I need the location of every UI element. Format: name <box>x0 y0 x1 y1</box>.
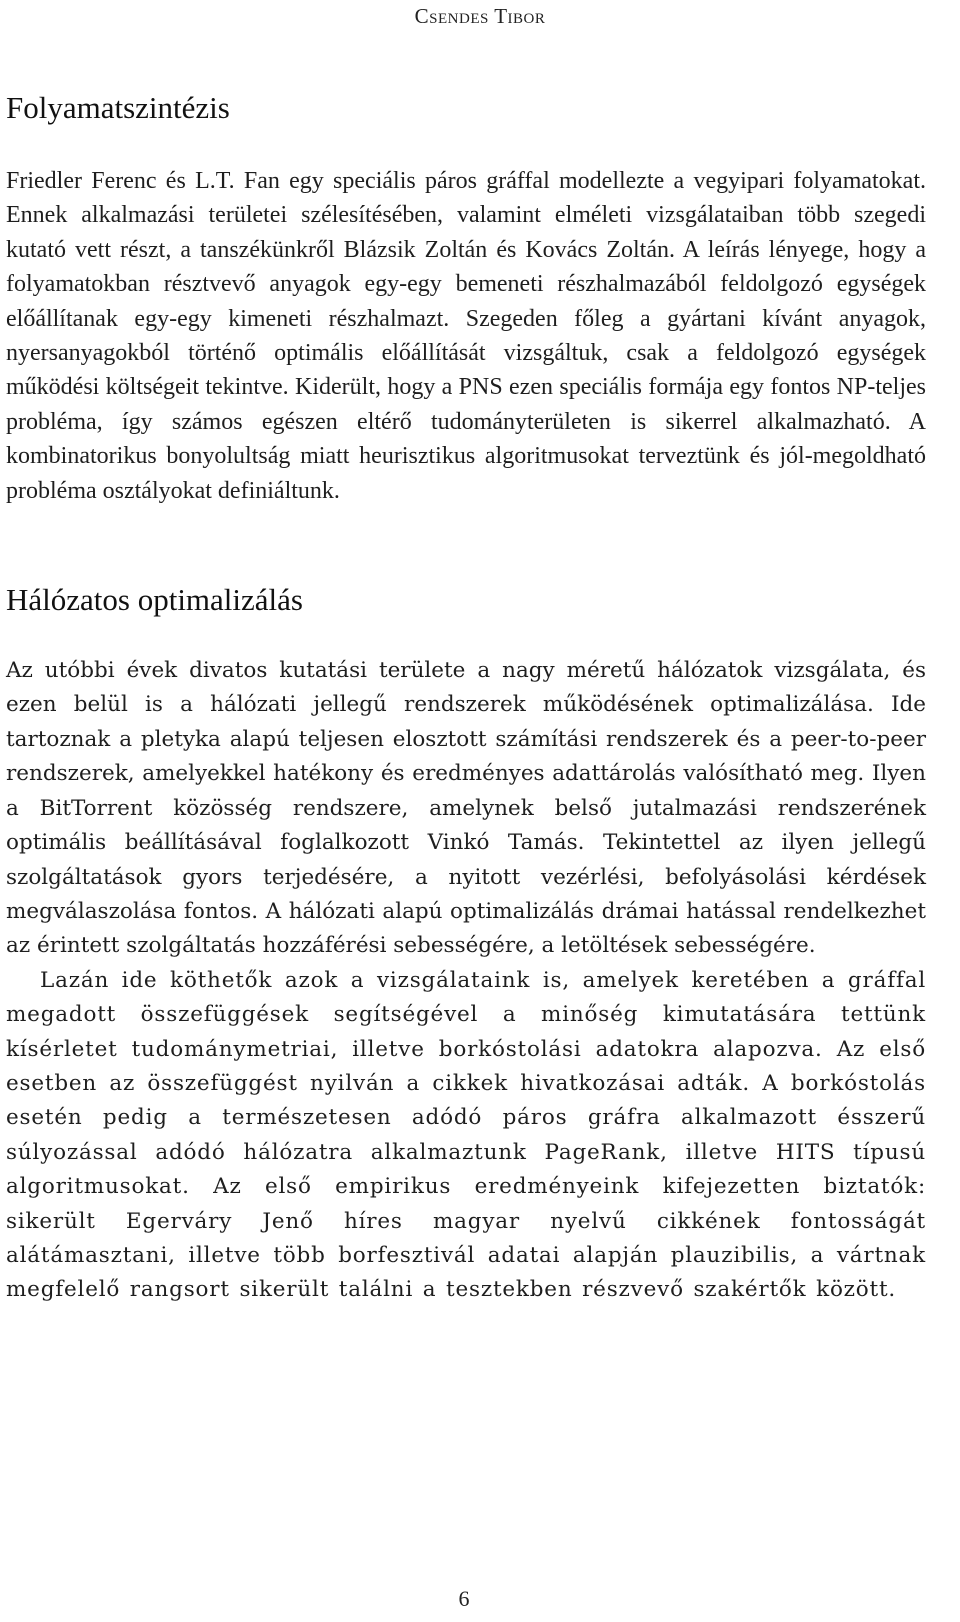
page-number: 6 <box>458 1586 470 1611</box>
page-body <box>6 86 926 1308</box>
running-head: Csendes Tibor <box>414 4 546 28</box>
section-title-folyamatszintezis: Folyamatszintézis <box>6 90 230 125</box>
paragraph: Lazán ide köthetők azok a vizsgálataink is, amelyek keretében a gráffal megadott összefüggések segítségével a minőség kimutatására tettünk kísérletet tudománymetriai, illetve borkóstolási adatokra alapozva. Az első esetben az összefüggést nyilván a cikkek hivatkozásai adták. A borkóstolás esetén pedig a természetesen adódó páros gráfra alkalmazott ésszerű súlyozással adódó hálózatra alkalmaztunk PageRank, illetve HITS típusú algoritmusokat. Az első empirikus eredményeink kifejezetten biztatók: sikerült Egerváry Jenő híres magyar nyelvű cikkének fontosságát alátámasztani, illetve több borfesztivál adatai alapján plauzibilis, a vártnak megfelelő rangsort sikerült találni a tesztekben részvevő szakértők között. <box>6 967 926 1303</box>
paragraph: Friedler Ferenc és L.T. Fan egy speciális páros gráffal modellezte a vegyipari folyamatokat. Ennek alkalmazási területei szélesítésében, valamint elméleti vizsgálataiban több szegedi kutató vett részt, a tanszékünkről Blázsik Zoltán és Kovács Zoltán. A leírás lényege, hogy a folyamatokban résztvevő anyagok egy-egy bemeneti részhalmazából feldolgozó egységek előállítanak egy-egy kimeneti részhalmazt. Szegeden főleg a gyártani kívánt anyagok, nyersanyagokból történő optimális előállítását vizsgáltuk, csak a feldolgozó egységek működési költségeit tekintve. Kiderült, hogy a PNS ezen speciális formája egy fontos NP-teljes probléma, így számos egészen eltérő tudományterületen is sikerrel alkalmazható. A kombinatorikus bonyolultság miatt heurisztikus algoritmusokat terveztünk és jól-megoldható probléma osztályokat definiáltunk. <box>6 168 926 504</box>
paragraph: Az utóbbi évek divatos kutatási területe a nagy méretű hálózatok vizsgálata, és ezen belül is a hálózati jellegű rendszerek működésének optimalizálása. Ide tartoznak a pletyka alapú teljesen elosztott számítási rendszerek és a peer-to-peer rendszerek, amelyekkel hatékony és eredményes adattárolás valósítható meg. Ilyen a BitTorrent közösség rendszere, amelynek belső jutalmazási rendszerének optimális beállításával foglalkozott Vinkó Tamás. Tekintettel az ilyen jellegű szolgáltatások gyors terjedésére, a nyitott vezérlési, befolyásolási kérdések megválaszolása fontos. A hálózati alapú optimalizálás drámai hatással rendelkezhet az érintett szolgáltatás hozzáférési sebességére, a letöltések sebességére. <box>6 658 926 959</box>
section-title-halozatos-optimalizalas: Hálózatos optimalizálás <box>6 582 303 618</box>
